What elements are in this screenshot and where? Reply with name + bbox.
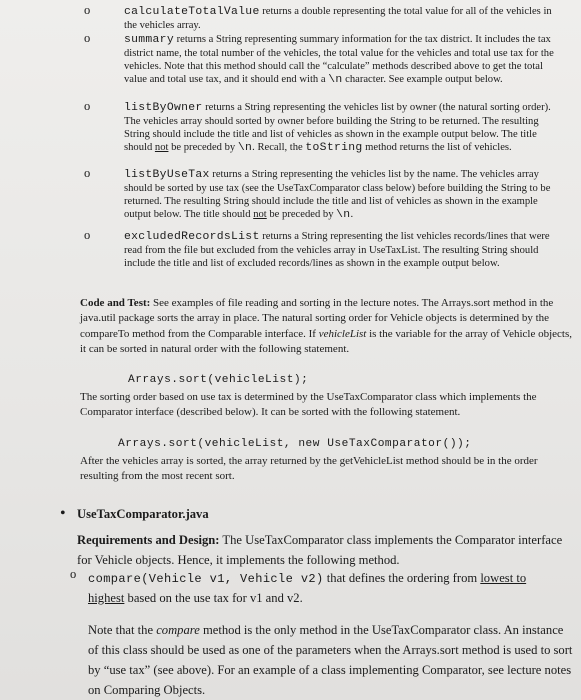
- list-item-list-by-use-tax: listByUseTax returns a String representing the vehicles list by the name. The vehicles array should be sorted by use tax (see the UseTaxComparator class below) before building the String to be returned. The resulting String should include the title and list of vehicles as shown in the example output below. The title should not be preceded by \n.: [124, 169, 551, 221]
- code-sample-use-tax-sort: Arrays.sort(vehicleList, new UseTaxComparator());: [118, 438, 472, 450]
- list-item-summary: summary returns a String representing summary information for the tax district. It includes the tax district name, the total number of the vehicles, the total value for the vehicles and total use tax for the vehicles. Note that this method should call the “calculate” methods described above to get the total value and total use tax, and it should end with a \n character. See example output below.: [124, 34, 554, 86]
- requirements-paragraph: Requirements and Design: The UseTaxComparator class implements the Comparator interface for Vehicle objects. Hence, it implements the following method.: [77, 533, 563, 567]
- hollow-bullet: o: [84, 31, 91, 45]
- code-and-test-heading: Code and Test:: [80, 297, 151, 309]
- hollow-bullet: o: [84, 3, 91, 17]
- compare-method-item-continued: highest based on the use tax for v1 and v2.: [88, 591, 303, 605]
- hollow-bullet: o: [70, 567, 77, 581]
- code-and-test-paragraph: Code and Test: See examples of file reading and sorting in the lecture notes. The Arrays.sort method in the java.util package sorts the array in place. The natural sorting order for Vehicle objects is determined by the compareTo method from the Comparable interface. If vehicleList is the variable for the array of Vehicle objects, it can be sorted in natural order with the following statement.: [80, 297, 573, 356]
- hollow-bullet: o: [84, 99, 91, 113]
- code-sample-natural-sort: Arrays.sort(vehicleList);: [128, 374, 309, 386]
- section-bullet: •: [60, 505, 66, 522]
- hollow-bullet: o: [84, 228, 91, 242]
- requirements-heading: Requirements and Design:: [77, 533, 220, 547]
- after-sort-paragraph: After the vehicles array is sorted, the array returned by the getVehicleList method should be in the order resulting from the most recent sort.: [80, 455, 538, 482]
- compare-method-item: compare(Vehicle v1, Vehicle v2) that defines the ordering from lowest to: [88, 571, 527, 586]
- section-title-usetaxcomparator: UseTaxComparator.java: [77, 507, 209, 521]
- hollow-bullet: o: [84, 166, 91, 180]
- list-item-calculate-total-value: calculateTotalValue returns a double representing the total value for all of the vehicles in the vehicles array.: [124, 6, 552, 31]
- compare-note-paragraph: Note that the compare method is the only method in the UseTaxComparator class. An instance of this class should be used as one of the parameters when the Arrays.sort method is used to sort by “use tax” (see above). For an example of a class implementing Comparator, see lecture notes on Comparing Objects.: [88, 623, 573, 697]
- list-item-excluded-records-list: excludedRecordsList returns a String representing the list vehicles records/lines that were read from the file but excluded from the vehicles array in UseTaxList. The resulting String should include the title and list of excluded records/lines as shown in the example output below.: [124, 231, 550, 269]
- list-item-list-by-owner: listByOwner returns a String representing the vehicles list by owner (the natural sorting order). The vehicles array should sorted by owner before building the String to be returned. The resulting String should include the title and list of vehicles as shown in the example output below. The title should not be preceded by \n. Recall, the toString method returns the list of vehicles.: [124, 102, 551, 154]
- use-tax-sort-paragraph: The sorting order based on use tax is determined by the UseTaxComparator class which implements the Comparator interface (described below). It can be sorted with the following statement.: [80, 391, 537, 418]
